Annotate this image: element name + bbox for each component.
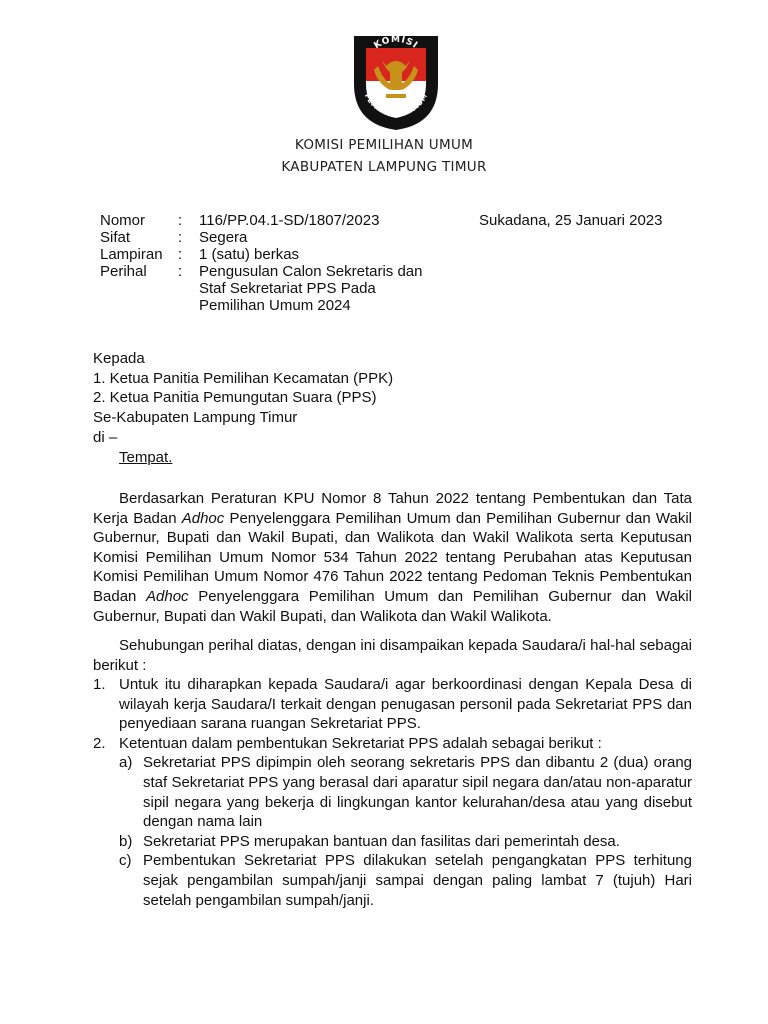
meta-row-perihal [100, 263, 459, 314]
sub-list-item [119, 851, 692, 910]
body-paragraph-1 [93, 489, 692, 626]
recipient-greeting: Kepada [93, 350, 145, 367]
list-number: 1. [93, 676, 106, 693]
meta-colon: : [178, 246, 183, 263]
meta-colon: : [178, 263, 183, 280]
sub-list-letter: a) [119, 754, 133, 772]
sub-list-text: Pembentukan Sekretariat PPS dilakukan setelah pengangkatan PPS terhitung sejak pengambilan sumpah/janji sampai dengan paling lambat 7 (tujuh) Hari setelah pengambilan sumpah/janji. [143, 852, 692, 909]
meta-value: Segera [199, 229, 248, 246]
meta-key: Perihal [100, 263, 147, 280]
logo-text-top: KOMISI [372, 34, 420, 52]
recipient-line: 1. Ketua Panitia Pemilihan Kecamatan (PPK) [93, 369, 394, 387]
sub-list-letter: b) [119, 832, 133, 850]
list-number: 2. [93, 734, 106, 752]
institution-name: KOMISI PEMILIHAN UMUM [294, 137, 474, 153]
logo-text-bottom: PEMILIHAN UMUM [362, 92, 430, 119]
institution-region: KABUPATEN LAMPUNG TIMUR [281, 159, 487, 175]
body-paragraph-2 [93, 636, 692, 675]
meta-value: 116/PP.04.1-SD/1807/2023 [199, 212, 380, 229]
list-item [93, 675, 692, 734]
recipient-block [93, 349, 393, 467]
sub-list-text: Sekretariat PPS merupakan bantuan dan fasilitas dari pemerintah desa. [143, 832, 620, 850]
list-text: Ketentuan dalam pembentukan Sekretariat PPS adalah sebagai berikut : [119, 734, 602, 752]
recipient-line: 2. Ketua Panitia Pemungutan Suara (PPS) [93, 389, 377, 407]
letter-meta [100, 212, 459, 314]
paragraph-text: Sehubungan perihal diatas, dengan ini disampaikan kepada Saudara/i hal-hal sebagai berikut : [93, 637, 692, 674]
paragraph-italic: Adhoc [146, 587, 189, 605]
numbered-list [93, 675, 692, 910]
meta-colon: : [178, 229, 183, 246]
paragraph-text: Penyelenggara Pemilihan Umum dan Pemilihan Gubernur dan Wakil Gubernur, Bupati dan Wakil Bupati, dan Walikota dan Wakil Walikota. [93, 587, 692, 625]
letter-date: Sukadana, 25 Januari 2023 [479, 212, 663, 229]
sub-list-text: Sekretariat PPS dipimpin oleh seorang sekretaris PPS dan dibantu 2 (dua) orang staf Sekretariat PPS yang berasal dari aparatur sipil negara dan/atau non-aparatur sipil negara yang bekerja di lingkungan kantor kelurahan/desa atau yang disebut dengan nama lain [143, 754, 692, 831]
meta-row-sifat [100, 229, 459, 246]
kpu-logo-emblem [348, 26, 444, 132]
meta-row-nomor [100, 212, 459, 229]
paragraph-text: Berdasarkan Peraturan KPU Nomor 8 Tahun 2022 tentang Pembentukan dan Tata Kerja Badan [93, 490, 692, 527]
paragraph-italic: Adhoc [181, 509, 225, 527]
meta-colon: : [178, 212, 183, 229]
list-item [93, 734, 692, 754]
meta-row-lampiran [100, 246, 459, 263]
meta-value: 1 (satu) berkas [199, 246, 300, 263]
meta-value: Pengusulan Calon Sekretaris dan Staf Sekretariat PPS Pada Pemilihan Umum 2024 [199, 263, 423, 314]
meta-key: Lampiran [100, 246, 163, 263]
meta-key: Sifat [100, 229, 131, 246]
recipient-place: Tempat. [119, 448, 173, 466]
recipient-line: di – [93, 428, 118, 446]
sub-list-item [119, 832, 692, 852]
sub-list-letter: c) [119, 852, 132, 870]
meta-key: Nomor [100, 212, 146, 229]
sub-list-item [119, 753, 692, 831]
paragraph-text: Penyelenggara Pemilihan Umum dan Pemilihan Gubernur dan Wakil Gubernur, Bupati dan Wakil Bupati, dan Walikota dan Wakil Walikota serta Keputusan Komisi Pemilihan Umum Nomor 534 Tahun 2022 tentang Perubahan atas Keputusan Komisi Pemilihan Umum Nomor 476 Tahun 2022 tentang Pedoman Teknis Pembentukan Badan [93, 509, 692, 605]
list-text: Untuk itu diharapkan kepada Saudara/i agar berkoordinasi dengan Kepala Desa di wilayah kerja Saudara/I terkait dengan penugasan personil pada Sekretariat PPS dan penyediaan sarana ruangan Sekretariat PPS. [119, 676, 692, 733]
recipient-line: Se-Kabupaten Lampung Timur [93, 409, 298, 427]
